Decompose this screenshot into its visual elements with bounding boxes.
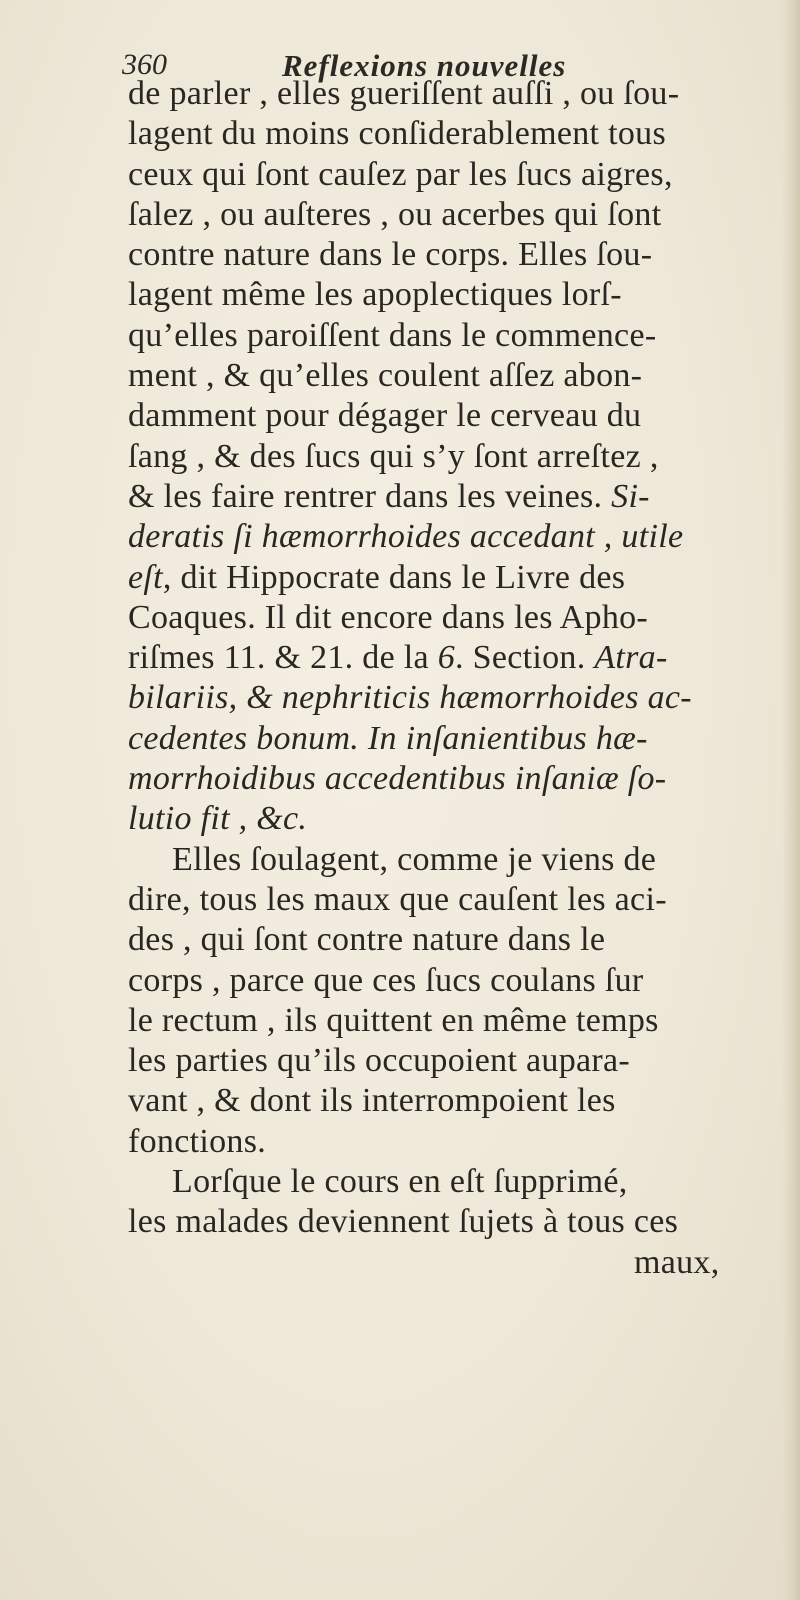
text-segment: riſmes 11. & 21. de la — [128, 639, 438, 677]
text-line: de parler , elles gueriſſent auſſi , ou ſou- — [128, 75, 680, 112]
text-line: ment , & qu’elles coulent aſſez abon- — [128, 357, 643, 395]
text-line: contre nature dans le corps. Elles ſou- — [128, 236, 653, 274]
text-line — [128, 558, 788, 598]
text-line: ſang , & des ſucs qui s’y ſont arreſtez , — [128, 437, 659, 475]
latin-quote-segment: eſt — [128, 558, 163, 596]
text-line: vant , & dont ils interrompoient les — [128, 1082, 616, 1120]
text-segment: . Section. — [455, 639, 595, 677]
latin-quote-segment: Atra- — [594, 639, 668, 677]
text-line: corps , parce que ces ſucs coulans ſur — [128, 961, 644, 999]
text-line: fonctions. — [128, 1122, 267, 1160]
catchword: maux, — [634, 1243, 720, 1281]
text-segment: & les faire rentrer dans les veines. — [128, 477, 612, 515]
text-segment: , dit Hippocrate dans le Livre des — [162, 558, 626, 596]
latin-quote-line: deratis ſi hæmorrhoides accedant , utile — [128, 518, 684, 556]
text-line: des , qui ſont contre nature dans le — [128, 921, 606, 959]
body-text — [128, 74, 788, 1283]
text-line: lagent même les apoplectiques lorſ- — [128, 276, 622, 314]
paragraph-start-line: Lorſque le cours en eſt ſupprimé, — [172, 1163, 628, 1201]
latin-quote-segment: Si- — [611, 477, 650, 515]
text-line — [128, 477, 788, 517]
latin-quote-line: lutio fit , &c. — [128, 800, 308, 838]
latin-quote-line: morrhoidibus accedentibus inſaniæ ſo- — [128, 760, 667, 798]
page-number: 360 — [122, 48, 167, 81]
text-line: les parties qu’ils occupoient aupara- — [128, 1042, 631, 1080]
text-line: qu’elles paroiſſent dans le commence- — [128, 316, 657, 354]
text-line: dire, tous les maux que cauſent les aci- — [128, 880, 667, 918]
text-line: le rectum , ils quittent en même temps — [128, 1001, 659, 1039]
text-line — [128, 638, 788, 678]
paragraph-start-line: Elles ſoulagent, comme je viens de — [172, 840, 657, 878]
latin-quote-line: bilariis, & nephriticis hæmorrhoides ac- — [128, 679, 692, 717]
running-title: Reflexions nouvelles — [282, 48, 567, 83]
text-line: lagent du moins conſiderablement tous — [128, 115, 666, 153]
text-line: ſalez , ou auſteres , ou acerbes qui ſont — [128, 195, 662, 233]
text-line: les malades deviennent ſujets à tous ces — [128, 1203, 679, 1241]
text-line: Coaques. Il dit encore dans les Apho- — [128, 598, 649, 636]
latin-quote-line: cedentes bonum. In inſanientibus hæ- — [128, 719, 648, 757]
text-line: ceux qui ſont cauſez par les ſucs aigres, — [128, 155, 673, 193]
text-line: damment pour dégager le cerveau du — [128, 397, 642, 435]
section-number: 6 — [437, 639, 456, 677]
